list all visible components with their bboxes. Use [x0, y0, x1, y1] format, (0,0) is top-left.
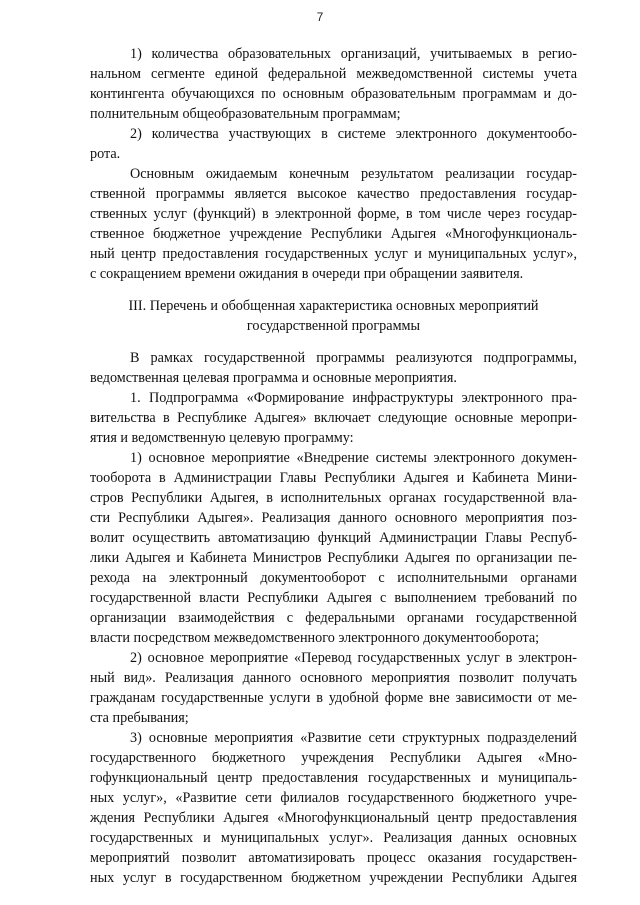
text-line: 1. Подпрограмма «Формирование инфраструктуры электронного пра- [130, 390, 577, 406]
text-line: нальном сегменте единой федеральной межведомственной системы учета [90, 66, 577, 82]
text-line: Основным ожидаемым конечным результатом реализации государ- [130, 166, 577, 182]
text-line: гофункциональный центр предоставления государственных и муниципаль- [90, 770, 577, 786]
text-line: гражданам государственные услуги в удобной форме вне зависимости от ме- [90, 690, 577, 706]
text-line: 3) основные мероприятия «Развитие сети структурных подразделений [130, 730, 577, 746]
text-line: волит осуществить автоматизацию функций Администрации Главы Респуб- [90, 530, 577, 546]
text-line: вительства в Республике Адыгея» включает следующие основные меропри- [90, 410, 577, 426]
section-heading-line: III. Перечень и обобщенная характеристика основных мероприятий [128, 298, 539, 314]
text-line: 2) основное мероприятие «Перевод государственных услуг в электрон- [130, 650, 577, 666]
text-line: ственных услуг (функций) в электронной форме, в том числе через государ- [90, 206, 577, 222]
text-line: ный центр предоставления государственных услуг и муниципальных услуг», [90, 246, 577, 262]
text-line: мероприятий позволит автоматизировать процесс оказания государствен- [90, 850, 577, 866]
text-line: государственной власти Республики Адыгея с выполнением требований по [90, 590, 577, 606]
text-line: тооборота в Администрации Главы Республики Адыгея и Кабинета Мини- [90, 470, 577, 486]
text-line: В рамках государственной программы реализуются подпрограммы, [130, 350, 577, 366]
text-line: ведомственная целевая программа и основные мероприятия. [90, 370, 457, 386]
text-line: ных услуг в государственном бюджетном учреждении Республики Адыгея [90, 870, 577, 886]
text-line: полнительным общеобразовательным программам; [90, 106, 401, 122]
page-number: 7 [316, 10, 324, 24]
text-line: организации взаимодействия с федеральными органами государственной [90, 610, 577, 626]
text-line: сти Республики Адыгея». Реализация данного основного мероприятия поз- [90, 510, 577, 526]
text-line: 2) количества участвующих в системе электронного документообо- [130, 126, 577, 142]
text-line: рота. [90, 146, 121, 162]
text-line: контингента обучающихся по основным образовательным программам и до- [90, 86, 577, 102]
text-line: власти посредством межведомственного электронного документооборота; [90, 630, 540, 646]
text-line: ста пребывания; [90, 710, 189, 726]
text-line: стров Республики Адыгея, в исполнительных органах государственной вла- [90, 490, 577, 506]
text-line: 1) основное мероприятие «Внедрение системы электронного докумен- [130, 450, 577, 466]
text-line: ный вид». Реализация данного основного мероприятия позволит получать [90, 670, 577, 686]
text-line: 1) количества образовательных организаций, учитываемых в регио- [130, 46, 577, 62]
paragraph-gap [90, 336, 577, 348]
text-line: ственной программы является высокое качество предоставления государ- [90, 186, 577, 202]
text-line: ных услуг», «Развитие сети филиалов государственного бюджетного учре- [90, 790, 577, 806]
text-line: рехода на электронный документооборот с исполнительными органами [90, 570, 577, 586]
text-line: государственного бюджетного учреждения Республики Адыгея «Мно- [90, 750, 577, 766]
text-line: государственных и муниципальных услуг». Реализация данных основных [90, 830, 577, 846]
text-line: ждения Республики Адыгея «Многофункциональный центр предоставления [90, 810, 577, 826]
text-line: с сокращением времени ожидания в очереди при обращении заявителя. [90, 266, 524, 282]
text-line: ятия и ведомственную целевую программу: [90, 430, 354, 446]
text-line: ственное бюджетное учреждение Республики Адыгея «Многофункциональ- [90, 226, 577, 242]
text-line: лики Адыгея и Кабинета Министров Республики Адыгея по организации пе- [90, 550, 577, 566]
paragraph-gap [90, 284, 577, 296]
document-body [90, 44, 577, 888]
section-heading-line: государственной программы [246, 318, 421, 334]
